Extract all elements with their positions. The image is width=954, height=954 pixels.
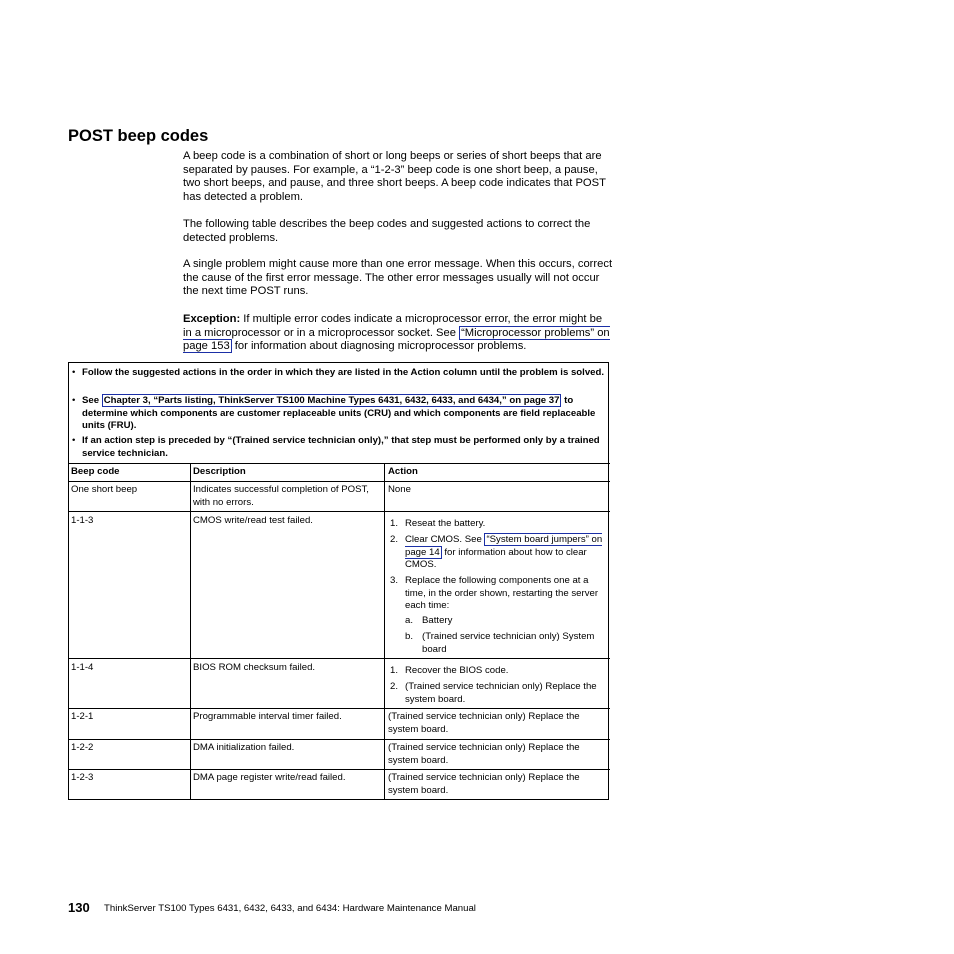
note-text: If an action step is preceded by “(Trained service technician only),” that step must be performed only by a trained service technician. <box>82 435 600 459</box>
table-divider <box>69 658 610 659</box>
table-divider <box>69 481 610 482</box>
step-text: (Trained service technician only) Replace the system board. <box>405 681 597 705</box>
step-number: 2. <box>390 534 399 545</box>
footer-title: ThinkServer TS100 Types 6431, 6432, 6433, and 6434: Hardware Maintenance Manual <box>104 903 476 914</box>
beep-code-cell: 1-2-2 <box>71 742 94 753</box>
column-divider <box>190 463 191 800</box>
description-cell: Programmable interval timer failed. <box>193 711 342 722</box>
exception-text: If multiple error codes indicate a microprocessor error, the error might be in a microprocessor or in a microprocessor socket. See <box>183 313 603 339</box>
section-title: POST beep codes <box>68 127 209 145</box>
step-number: 2. <box>390 681 399 692</box>
description-cell: CMOS write/read test failed. <box>193 515 313 526</box>
beep-code-cell: 1-1-4 <box>71 662 94 673</box>
step-suffix: for information about how to clear CMOS. <box>405 546 587 570</box>
page-number: 130 <box>68 900 90 915</box>
microprocessor-problems-link[interactable]: “Microprocessor problems” on page 153 <box>183 326 610 352</box>
column-divider <box>384 463 385 800</box>
table-divider <box>69 769 610 770</box>
step-text: Replace the following components one at a time, in the order shown, restarting the server each time: <box>405 575 599 611</box>
bullet-icon: • <box>72 435 76 446</box>
step-text: Reseat the battery. <box>405 518 486 529</box>
step-number: 3. <box>390 575 399 586</box>
description-cell: DMA page register write/read failed. <box>193 772 346 783</box>
description-cell: BIOS ROM checksum failed. <box>193 662 316 673</box>
multiple-errors-paragraph: A single problem might cause more than one error message. When this occurs, correct the cause of the first error message. The other error messages usually will not occur the next time POST runs. <box>183 258 613 297</box>
note-suffix: to determine which components are customer replaceable units (CRU) and which components are field replaceable units (FRU). <box>82 395 596 431</box>
exception-label: Exception: <box>183 313 241 325</box>
beep-code-cell: 1-2-1 <box>71 711 94 722</box>
action-cell <box>388 665 610 705</box>
table-notes <box>69 363 610 464</box>
note-text <box>82 395 608 433</box>
note-text: Follow the suggested actions in the order in which they are listed in the Action column until the problem is solved. <box>82 367 605 378</box>
bullet-icon: • <box>72 395 76 406</box>
description-cell: DMA initialization failed. <box>193 742 295 753</box>
step-text: Recover the BIOS code. <box>405 665 509 676</box>
table-divider <box>69 708 610 709</box>
parts-listing-link[interactable]: Chapter 3, “Parts listing, ThinkServer TS100 Machine Types 6431, 6432, 6433, and 6434,” on page 37 <box>103 395 560 406</box>
action-cell: (Trained service technician only) Replace the system board. <box>388 711 580 735</box>
step-prefix: Clear CMOS. See <box>405 534 485 545</box>
table-divider <box>69 463 610 464</box>
substep-text: Battery <box>422 615 453 626</box>
action-cell: (Trained service technician only) Replace the system board. <box>388 742 580 766</box>
note-prefix: See <box>82 395 102 406</box>
exception-text-end: for information about diagnosing microprocessor problems. <box>231 340 527 352</box>
table-divider <box>69 511 610 512</box>
table-description-paragraph: The following table describes the beep codes and suggested actions to correct the detected problems. <box>183 218 591 244</box>
substep-letter: b. <box>405 631 414 642</box>
table-divider <box>69 739 610 740</box>
step-number: 1. <box>390 665 399 676</box>
system-board-jumpers-link[interactable]: “System board jumpers” on page 14 <box>405 534 603 558</box>
beep-code-table <box>68 362 609 800</box>
bullet-icon: • <box>72 367 76 378</box>
action-cell <box>388 518 610 653</box>
substep-letter: a. <box>405 615 414 626</box>
column-header-beep-code: Beep code <box>71 466 120 477</box>
intro-paragraph: A beep code is a combination of short or long beeps or series of short beeps that are separated by pauses. For example, a “1-2-3” beep code is one short beep, a pause, two short beeps, and pause, and three short beeps. A beep code indicates that POST has detected a problem. <box>183 150 606 203</box>
action-cell: (Trained service technician only) Replace the system board. <box>388 772 580 796</box>
beep-code-cell: 1-1-3 <box>71 515 94 526</box>
beep-code-cell: One short beep <box>71 484 138 495</box>
step-text <box>405 534 610 572</box>
description-cell: Indicates successful completion of POST, with no errors. <box>193 484 369 508</box>
substep-text: (Trained service technician only) System board <box>422 631 595 655</box>
beep-code-cell: 1-2-3 <box>71 772 94 783</box>
exception-paragraph <box>183 313 613 354</box>
column-header-action: Action <box>388 466 418 477</box>
action-cell: None <box>388 484 411 495</box>
column-header-description: Description <box>193 466 246 477</box>
step-number: 1. <box>390 518 399 529</box>
